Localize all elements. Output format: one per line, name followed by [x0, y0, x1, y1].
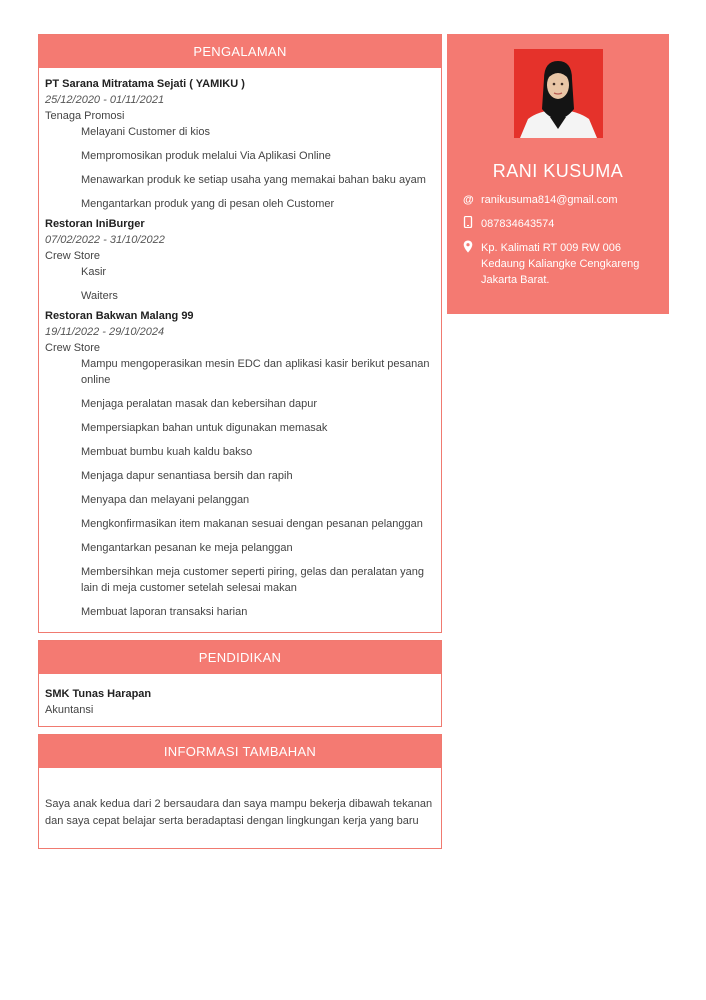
contact-phone [463, 216, 659, 233]
job-duty-item: Waiters [81, 290, 118, 302]
education-header: PENDIDIKAN [39, 641, 441, 674]
job-duty-item: Membuat bumbu kuah kaldu bakso [81, 446, 253, 458]
job-role: Tenaga Promosi [45, 110, 125, 122]
job-duty-item: Menjaga dapur senantiasa bersih dan rapih [81, 470, 293, 482]
experience-list [39, 68, 441, 632]
profile-photo [514, 49, 603, 138]
job-entry [45, 216, 435, 304]
job-company: PT Sarana Mitratama Sejati ( YAMIKU ) [45, 78, 245, 90]
additional-info-text: Saya anak kedua dari 2 bersaudara dan saya mampu bekerja dibawah tekanan dan saya cepat belajar serta beradaptasi dengan lingkungan kerja yang baru [45, 798, 433, 827]
phone-text: 087834643574 [481, 218, 555, 230]
profile-card [447, 34, 669, 314]
location-pin-icon [463, 240, 481, 288]
job-duty-item: Mempromosikan produk melalui Via Aplikasi Online [81, 150, 331, 162]
at-icon: @ [463, 194, 474, 206]
additional-info-section [38, 734, 442, 849]
profile-name: RANI KUSUMA [492, 161, 624, 181]
job-duty-item: Menyapa dan melayani pelanggan [81, 494, 250, 506]
job-duty-item: Mempersiapkan bahan untuk digunakan memasak [81, 422, 328, 434]
email-text[interactable]: ranikusuma814@gmail.com [481, 194, 618, 206]
job-duty-item: Menawarkan produk ke setiap usaha yang memakai bahan baku ayam [81, 174, 426, 186]
phone-icon [463, 216, 481, 233]
job-dates: 07/02/2022 - 31/10/2022 [45, 234, 165, 246]
experience-section [38, 34, 442, 633]
job-duties-list [45, 264, 435, 304]
job-company: Restoran IniBurger [45, 218, 145, 230]
job-duties-list [45, 356, 435, 620]
address-text: Kp. Kalimati RT 009 RW 006 Kedaung Kaliangke Cengkareng Jakarta Barat. [481, 242, 640, 286]
job-duty-item: Mengantarkan pesanan ke meja pelanggan [81, 542, 293, 554]
experience-header: PENGALAMAN [39, 35, 441, 68]
job-entry [45, 308, 435, 620]
job-entry [45, 76, 435, 212]
job-duty-item: Mengkonfirmasikan item makanan sesuai dengan pesanan pelanggan [81, 518, 423, 530]
education-section [38, 640, 442, 727]
job-duty-item: Membuat laporan transaksi harian [81, 606, 248, 618]
job-duty-item: Mampu mengoperasikan mesin EDC dan aplikasi kasir berikut pesanan online [81, 358, 430, 386]
education-major: Akuntansi [45, 704, 94, 716]
job-duty-item: Menjaga peralatan masak dan kebersihan dapur [81, 398, 318, 410]
job-duty-item: Kasir [81, 266, 107, 278]
job-dates: 19/11/2022 - 29/10/2024 [45, 326, 165, 338]
job-duty-item: Mengantarkan produk yang di pesan oleh Customer [81, 198, 335, 210]
job-company: Restoran Bakwan Malang 99 [45, 310, 194, 322]
job-dates: 25/12/2020 - 01/11/2021 [45, 94, 165, 106]
contact-address [463, 240, 659, 288]
job-duties-list [45, 124, 435, 212]
job-role: Crew Store [45, 342, 101, 354]
job-duty-item: Membersihkan meja customer seperti piring, gelas dan peralatan yang lain di meja customer setelah selesai makan [81, 566, 425, 594]
job-duty-item: Melayani Customer di kios [81, 126, 210, 138]
education-school: SMK Tunas Harapan [45, 688, 152, 700]
job-role: Crew Store [45, 250, 101, 262]
contact-email [463, 192, 659, 208]
additional-info-header: INFORMASI TAMBAHAN [39, 735, 441, 768]
left-column [38, 34, 442, 856]
